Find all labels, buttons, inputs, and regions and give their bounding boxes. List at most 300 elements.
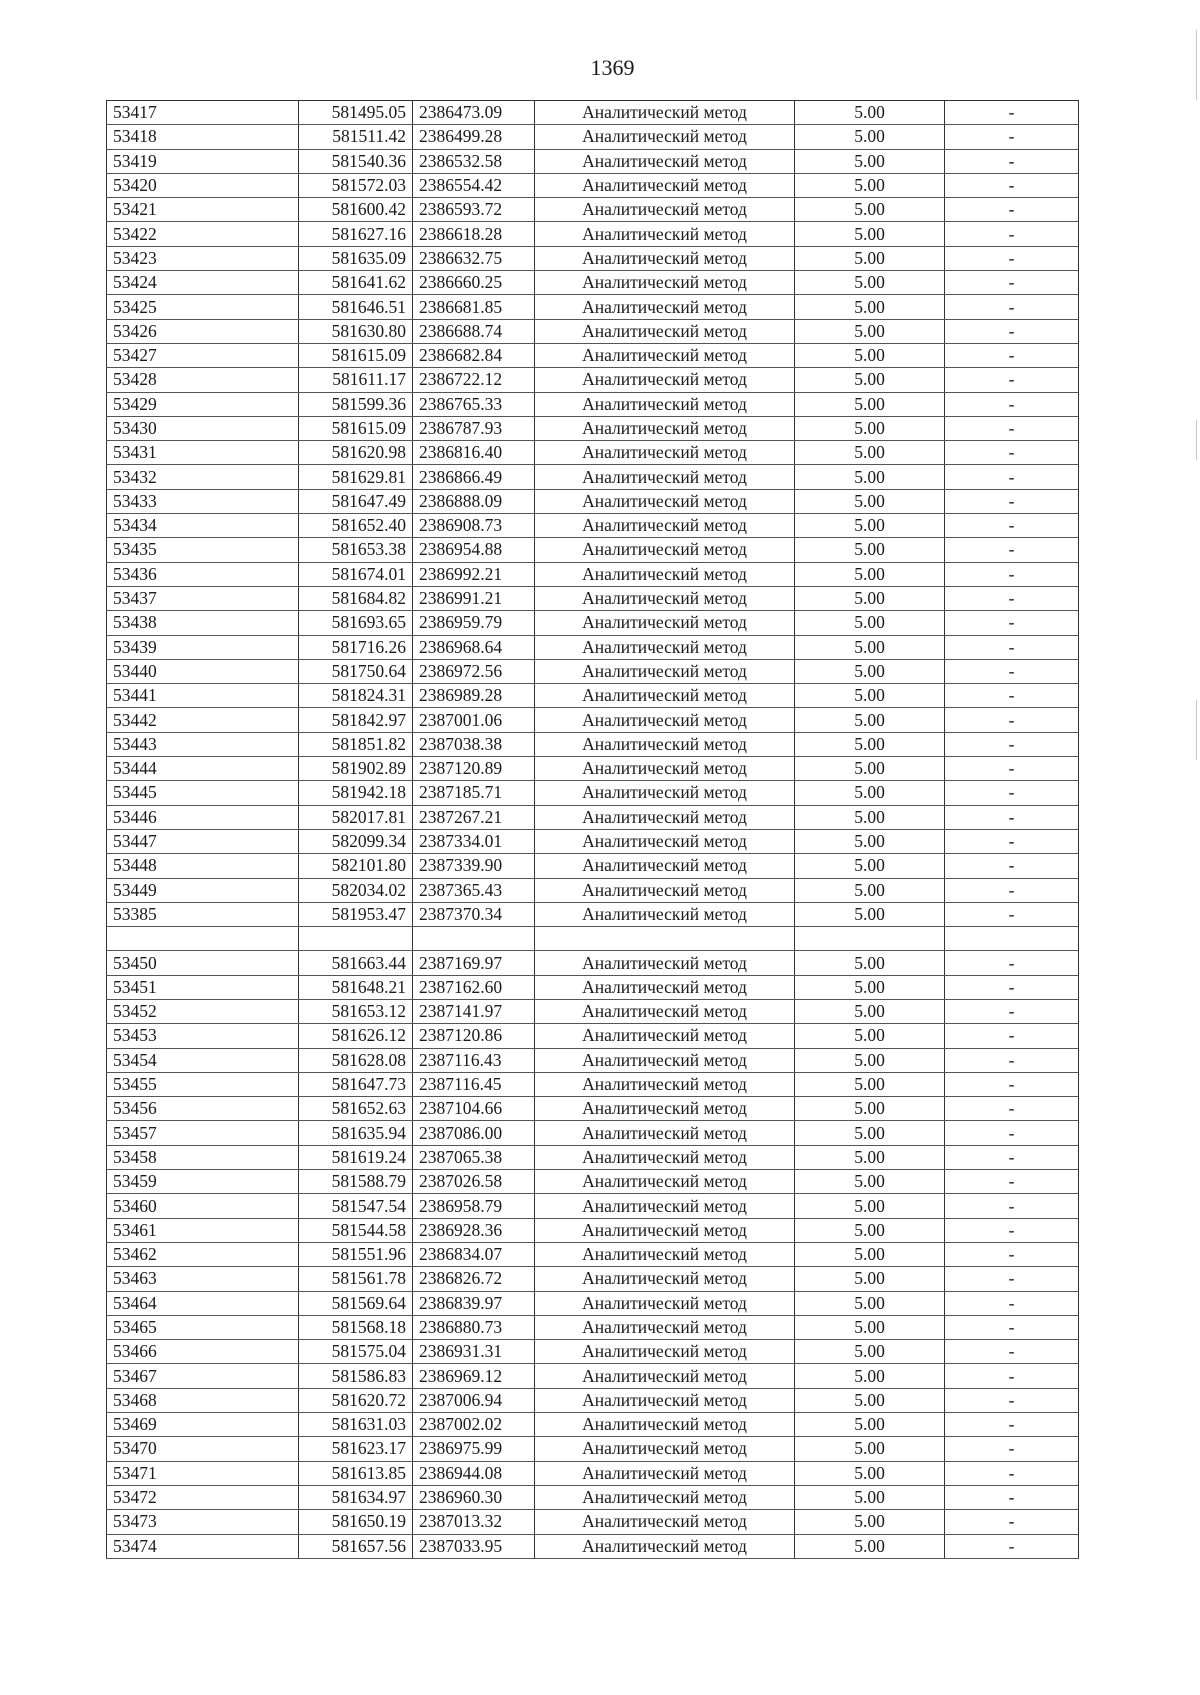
x-coordinate-cell: 581575.04 xyxy=(299,1340,413,1364)
point-id-cell: 53423 xyxy=(107,246,299,270)
page-number: 1369 xyxy=(590,55,635,80)
accuracy-cell: 5.00 xyxy=(795,1242,945,1266)
method-cell: Аналитический метод xyxy=(535,198,795,222)
table-row xyxy=(107,1121,1079,1145)
point-id-cell: 53446 xyxy=(107,805,299,829)
accuracy-cell: 5.00 xyxy=(795,1267,945,1291)
point-id-cell: 53421 xyxy=(107,198,299,222)
empty-cell xyxy=(299,927,413,951)
x-coordinate-cell: 581750.64 xyxy=(299,659,413,683)
y-coordinate-cell: 2387120.89 xyxy=(413,757,535,781)
x-coordinate-cell: 581630.80 xyxy=(299,319,413,343)
y-coordinate-cell: 2387141.97 xyxy=(413,999,535,1023)
table-row xyxy=(107,829,1079,853)
table-row xyxy=(107,708,1079,732)
note-cell: - xyxy=(945,173,1079,197)
point-id-cell: 53457 xyxy=(107,1121,299,1145)
method-cell: Аналитический метод xyxy=(535,975,795,999)
x-coordinate-cell: 581572.03 xyxy=(299,173,413,197)
method-cell: Аналитический метод xyxy=(535,441,795,465)
coordinates-table xyxy=(106,100,1079,1559)
y-coordinate-cell: 2386991.21 xyxy=(413,586,535,610)
x-coordinate-cell: 581953.47 xyxy=(299,902,413,926)
table-row xyxy=(107,562,1079,586)
y-coordinate-cell: 2387026.58 xyxy=(413,1170,535,1194)
method-cell: Аналитический метод xyxy=(535,1218,795,1242)
table-row xyxy=(107,1388,1079,1412)
note-cell: - xyxy=(945,392,1079,416)
table-row xyxy=(107,295,1079,319)
method-cell: Аналитический метод xyxy=(535,416,795,440)
table-row xyxy=(107,149,1079,173)
method-cell: Аналитический метод xyxy=(535,295,795,319)
method-cell: Аналитический метод xyxy=(535,1364,795,1388)
accuracy-cell: 5.00 xyxy=(795,684,945,708)
note-cell: - xyxy=(945,101,1079,125)
accuracy-cell: 5.00 xyxy=(795,1170,945,1194)
method-cell: Аналитический метод xyxy=(535,1048,795,1072)
point-id-cell: 53460 xyxy=(107,1194,299,1218)
method-cell: Аналитический метод xyxy=(535,1437,795,1461)
table-row xyxy=(107,1437,1079,1461)
method-cell: Аналитический метод xyxy=(535,173,795,197)
table-row xyxy=(107,538,1079,562)
x-coordinate-cell: 581511.42 xyxy=(299,125,413,149)
method-cell: Аналитический метод xyxy=(535,1170,795,1194)
y-coordinate-cell: 2386969.12 xyxy=(413,1364,535,1388)
y-coordinate-cell: 2387169.97 xyxy=(413,951,535,975)
point-id-cell: 53472 xyxy=(107,1485,299,1509)
note-cell: - xyxy=(945,514,1079,538)
y-coordinate-cell: 2386682.84 xyxy=(413,343,535,367)
method-cell: Аналитический метод xyxy=(535,586,795,610)
y-coordinate-cell: 2387365.43 xyxy=(413,878,535,902)
x-coordinate-cell: 581641.62 xyxy=(299,271,413,295)
table-row xyxy=(107,441,1079,465)
method-cell: Аналитический метод xyxy=(535,1242,795,1266)
note-cell: - xyxy=(945,999,1079,1023)
accuracy-cell: 5.00 xyxy=(795,611,945,635)
method-cell: Аналитический метод xyxy=(535,489,795,513)
point-id-cell: 53438 xyxy=(107,611,299,635)
point-id-cell: 53420 xyxy=(107,173,299,197)
note-cell: - xyxy=(945,1024,1079,1048)
method-cell: Аналитический метод xyxy=(535,878,795,902)
method-cell: Аналитический метод xyxy=(535,1315,795,1339)
x-coordinate-cell: 581842.97 xyxy=(299,708,413,732)
table-row xyxy=(107,343,1079,367)
method-cell: Аналитический метод xyxy=(535,271,795,295)
note-cell: - xyxy=(945,829,1079,853)
point-id-cell: 53452 xyxy=(107,999,299,1023)
x-coordinate-cell: 581647.49 xyxy=(299,489,413,513)
accuracy-cell: 5.00 xyxy=(795,416,945,440)
y-coordinate-cell: 2386888.09 xyxy=(413,489,535,513)
accuracy-cell: 5.00 xyxy=(795,489,945,513)
accuracy-cell: 5.00 xyxy=(795,878,945,902)
accuracy-cell: 5.00 xyxy=(795,173,945,197)
accuracy-cell: 5.00 xyxy=(795,271,945,295)
x-coordinate-cell: 581586.83 xyxy=(299,1364,413,1388)
accuracy-cell: 5.00 xyxy=(795,1145,945,1169)
x-coordinate-cell: 581851.82 xyxy=(299,732,413,756)
note-cell: - xyxy=(945,368,1079,392)
x-coordinate-cell: 581615.09 xyxy=(299,343,413,367)
point-id-cell: 53444 xyxy=(107,757,299,781)
point-id-cell: 53439 xyxy=(107,635,299,659)
x-coordinate-cell: 581635.94 xyxy=(299,1121,413,1145)
table-row xyxy=(107,489,1079,513)
y-coordinate-cell: 2386931.31 xyxy=(413,1340,535,1364)
y-coordinate-cell: 2387370.34 xyxy=(413,902,535,926)
y-coordinate-cell: 2386688.74 xyxy=(413,319,535,343)
point-id-cell: 53456 xyxy=(107,1097,299,1121)
point-id-cell: 53419 xyxy=(107,149,299,173)
y-coordinate-cell: 2387033.95 xyxy=(413,1534,535,1558)
y-coordinate-cell: 2386960.30 xyxy=(413,1485,535,1509)
table-row xyxy=(107,198,1079,222)
y-coordinate-cell: 2387120.86 xyxy=(413,1024,535,1048)
note-cell: - xyxy=(945,1485,1079,1509)
accuracy-cell: 5.00 xyxy=(795,975,945,999)
method-cell: Аналитический метод xyxy=(535,465,795,489)
y-coordinate-cell: 2386989.28 xyxy=(413,684,535,708)
accuracy-cell: 5.00 xyxy=(795,343,945,367)
method-cell: Аналитический метод xyxy=(535,708,795,732)
table-row xyxy=(107,757,1079,781)
note-cell: - xyxy=(945,1145,1079,1169)
note-cell: - xyxy=(945,902,1079,926)
accuracy-cell: 5.00 xyxy=(795,805,945,829)
point-id-cell: 53459 xyxy=(107,1170,299,1194)
accuracy-cell: 5.00 xyxy=(795,1437,945,1461)
x-coordinate-cell: 581611.17 xyxy=(299,368,413,392)
y-coordinate-cell: 2386473.09 xyxy=(413,101,535,125)
note-cell: - xyxy=(945,149,1079,173)
note-cell: - xyxy=(945,1461,1079,1485)
table-row xyxy=(107,659,1079,683)
note-cell: - xyxy=(945,732,1079,756)
method-cell: Аналитический метод xyxy=(535,1485,795,1509)
y-coordinate-cell: 2387162.60 xyxy=(413,975,535,999)
y-coordinate-cell: 2386826.72 xyxy=(413,1267,535,1291)
y-coordinate-cell: 2386928.36 xyxy=(413,1218,535,1242)
note-cell: - xyxy=(945,465,1079,489)
method-cell: Аналитический метод xyxy=(535,125,795,149)
accuracy-cell: 5.00 xyxy=(795,1315,945,1339)
note-cell: - xyxy=(945,1194,1079,1218)
x-coordinate-cell: 581627.16 xyxy=(299,222,413,246)
note-cell: - xyxy=(945,343,1079,367)
point-id-cell: 53437 xyxy=(107,586,299,610)
point-id-cell: 53434 xyxy=(107,514,299,538)
note-cell: - xyxy=(945,757,1079,781)
method-cell: Аналитический метод xyxy=(535,829,795,853)
y-coordinate-cell: 2387006.94 xyxy=(413,1388,535,1412)
x-coordinate-cell: 581684.82 xyxy=(299,586,413,610)
point-id-cell: 53448 xyxy=(107,854,299,878)
method-cell: Аналитический метод xyxy=(535,246,795,270)
y-coordinate-cell: 2387013.32 xyxy=(413,1510,535,1534)
x-coordinate-cell: 582034.02 xyxy=(299,878,413,902)
x-coordinate-cell: 581561.78 xyxy=(299,1267,413,1291)
y-coordinate-cell: 2386632.75 xyxy=(413,246,535,270)
table-row xyxy=(107,878,1079,902)
method-cell: Аналитический метод xyxy=(535,101,795,125)
point-id-cell: 53385 xyxy=(107,902,299,926)
x-coordinate-cell: 582099.34 xyxy=(299,829,413,853)
accuracy-cell: 5.00 xyxy=(795,295,945,319)
method-cell: Аналитический метод xyxy=(535,1291,795,1315)
x-coordinate-cell: 581674.01 xyxy=(299,562,413,586)
x-coordinate-cell: 581634.97 xyxy=(299,1485,413,1509)
x-coordinate-cell: 581652.40 xyxy=(299,514,413,538)
y-coordinate-cell: 2386954.88 xyxy=(413,538,535,562)
table-row xyxy=(107,173,1079,197)
point-id-cell: 53466 xyxy=(107,1340,299,1364)
accuracy-cell: 5.00 xyxy=(795,829,945,853)
accuracy-cell: 5.00 xyxy=(795,392,945,416)
accuracy-cell: 5.00 xyxy=(795,198,945,222)
x-coordinate-cell: 582101.80 xyxy=(299,854,413,878)
x-coordinate-cell: 581568.18 xyxy=(299,1315,413,1339)
point-id-cell: 53461 xyxy=(107,1218,299,1242)
point-id-cell: 53442 xyxy=(107,708,299,732)
y-coordinate-cell: 2386532.58 xyxy=(413,149,535,173)
table-row xyxy=(107,1485,1079,1509)
y-coordinate-cell: 2386660.25 xyxy=(413,271,535,295)
x-coordinate-cell: 581626.12 xyxy=(299,1024,413,1048)
y-coordinate-cell: 2386618.28 xyxy=(413,222,535,246)
table-row xyxy=(107,1145,1079,1169)
x-coordinate-cell: 581663.44 xyxy=(299,951,413,975)
accuracy-cell: 5.00 xyxy=(795,1121,945,1145)
accuracy-cell: 5.00 xyxy=(795,222,945,246)
note-cell: - xyxy=(945,1170,1079,1194)
note-cell: - xyxy=(945,246,1079,270)
note-cell: - xyxy=(945,708,1079,732)
note-cell: - xyxy=(945,684,1079,708)
note-cell: - xyxy=(945,1072,1079,1096)
method-cell: Аналитический метод xyxy=(535,659,795,683)
point-id-cell: 53428 xyxy=(107,368,299,392)
method-cell: Аналитический метод xyxy=(535,781,795,805)
method-cell: Аналитический метод xyxy=(535,684,795,708)
method-cell: Аналитический метод xyxy=(535,757,795,781)
point-id-cell: 53430 xyxy=(107,416,299,440)
accuracy-cell: 5.00 xyxy=(795,319,945,343)
y-coordinate-cell: 2387002.02 xyxy=(413,1413,535,1437)
method-cell: Аналитический метод xyxy=(535,514,795,538)
x-coordinate-cell: 581942.18 xyxy=(299,781,413,805)
accuracy-cell: 5.00 xyxy=(795,149,945,173)
table-row xyxy=(107,1534,1079,1558)
note-cell: - xyxy=(945,1048,1079,1072)
accuracy-cell: 5.00 xyxy=(795,951,945,975)
method-cell: Аналитический метод xyxy=(535,1097,795,1121)
note-cell: - xyxy=(945,659,1079,683)
y-coordinate-cell: 2386880.73 xyxy=(413,1315,535,1339)
y-coordinate-cell: 2387116.43 xyxy=(413,1048,535,1072)
point-id-cell: 53440 xyxy=(107,659,299,683)
accuracy-cell: 5.00 xyxy=(795,1024,945,1048)
x-coordinate-cell: 581716.26 xyxy=(299,635,413,659)
table-row xyxy=(107,125,1079,149)
x-coordinate-cell: 581650.19 xyxy=(299,1510,413,1534)
x-coordinate-cell: 581544.58 xyxy=(299,1218,413,1242)
point-id-cell: 53470 xyxy=(107,1437,299,1461)
y-coordinate-cell: 2386975.99 xyxy=(413,1437,535,1461)
point-id-cell: 53462 xyxy=(107,1242,299,1266)
point-id-cell: 53463 xyxy=(107,1267,299,1291)
table-row xyxy=(107,611,1079,635)
x-coordinate-cell: 581615.09 xyxy=(299,416,413,440)
accuracy-cell: 5.00 xyxy=(795,902,945,926)
table-row xyxy=(107,1267,1079,1291)
x-coordinate-cell: 581693.65 xyxy=(299,611,413,635)
x-coordinate-cell: 581600.42 xyxy=(299,198,413,222)
point-id-cell: 53454 xyxy=(107,1048,299,1072)
table-row xyxy=(107,1194,1079,1218)
y-coordinate-cell: 2386554.42 xyxy=(413,173,535,197)
y-coordinate-cell: 2387185.71 xyxy=(413,781,535,805)
method-cell: Аналитический метод xyxy=(535,999,795,1023)
accuracy-cell: 5.00 xyxy=(795,757,945,781)
point-id-cell: 53441 xyxy=(107,684,299,708)
accuracy-cell: 5.00 xyxy=(795,101,945,125)
table-row xyxy=(107,854,1079,878)
y-coordinate-cell: 2386959.79 xyxy=(413,611,535,635)
table-row xyxy=(107,222,1079,246)
accuracy-cell: 5.00 xyxy=(795,1388,945,1412)
accuracy-cell: 5.00 xyxy=(795,1097,945,1121)
accuracy-cell: 5.00 xyxy=(795,1194,945,1218)
table-row xyxy=(107,902,1079,926)
accuracy-cell: 5.00 xyxy=(795,465,945,489)
method-cell: Аналитический метод xyxy=(535,368,795,392)
accuracy-cell: 5.00 xyxy=(795,708,945,732)
coordinates-table-body xyxy=(107,101,1079,1559)
x-coordinate-cell: 581629.81 xyxy=(299,465,413,489)
y-coordinate-cell: 2386908.73 xyxy=(413,514,535,538)
x-coordinate-cell: 581599.36 xyxy=(299,392,413,416)
note-cell: - xyxy=(945,416,1079,440)
point-id-cell: 53445 xyxy=(107,781,299,805)
y-coordinate-cell: 2386722.12 xyxy=(413,368,535,392)
table-row xyxy=(107,781,1079,805)
separator-row xyxy=(107,927,1079,951)
accuracy-cell: 5.00 xyxy=(795,246,945,270)
y-coordinate-cell: 2386839.97 xyxy=(413,1291,535,1315)
x-coordinate-cell: 581653.12 xyxy=(299,999,413,1023)
note-cell: - xyxy=(945,1534,1079,1558)
note-cell: - xyxy=(945,319,1079,343)
note-cell: - xyxy=(945,1340,1079,1364)
method-cell: Аналитический метод xyxy=(535,1413,795,1437)
point-id-cell: 53469 xyxy=(107,1413,299,1437)
point-id-cell: 53432 xyxy=(107,465,299,489)
method-cell: Аналитический метод xyxy=(535,732,795,756)
method-cell: Аналитический метод xyxy=(535,1461,795,1485)
y-coordinate-cell: 2387065.38 xyxy=(413,1145,535,1169)
table-row xyxy=(107,1242,1079,1266)
point-id-cell: 53443 xyxy=(107,732,299,756)
point-id-cell: 53429 xyxy=(107,392,299,416)
method-cell: Аналитический метод xyxy=(535,1072,795,1096)
empty-cell xyxy=(945,927,1079,951)
table-row xyxy=(107,1364,1079,1388)
table-row xyxy=(107,1510,1079,1534)
note-cell: - xyxy=(945,1242,1079,1266)
table-row xyxy=(107,1170,1079,1194)
note-cell: - xyxy=(945,1364,1079,1388)
empty-cell xyxy=(795,927,945,951)
method-cell: Аналитический метод xyxy=(535,1388,795,1412)
note-cell: - xyxy=(945,489,1079,513)
method-cell: Аналитический метод xyxy=(535,1024,795,1048)
y-coordinate-cell: 2387267.21 xyxy=(413,805,535,829)
x-coordinate-cell: 581495.05 xyxy=(299,101,413,125)
note-cell: - xyxy=(945,125,1079,149)
x-coordinate-cell: 581620.72 xyxy=(299,1388,413,1412)
accuracy-cell: 5.00 xyxy=(795,1072,945,1096)
x-coordinate-cell: 581652.63 xyxy=(299,1097,413,1121)
method-cell: Аналитический метод xyxy=(535,319,795,343)
accuracy-cell: 5.00 xyxy=(795,659,945,683)
note-cell: - xyxy=(945,854,1079,878)
table-row xyxy=(107,1461,1079,1485)
accuracy-cell: 5.00 xyxy=(795,854,945,878)
table-row xyxy=(107,732,1079,756)
table-row xyxy=(107,1024,1079,1048)
y-coordinate-cell: 2386681.85 xyxy=(413,295,535,319)
accuracy-cell: 5.00 xyxy=(795,635,945,659)
x-coordinate-cell: 581902.89 xyxy=(299,757,413,781)
table-row xyxy=(107,246,1079,270)
note-cell: - xyxy=(945,635,1079,659)
method-cell: Аналитический метод xyxy=(535,805,795,829)
y-coordinate-cell: 2386834.07 xyxy=(413,1242,535,1266)
point-id-cell: 53422 xyxy=(107,222,299,246)
method-cell: Аналитический метод xyxy=(535,1510,795,1534)
y-coordinate-cell: 2386866.49 xyxy=(413,465,535,489)
accuracy-cell: 5.00 xyxy=(795,1413,945,1437)
y-coordinate-cell: 2386787.93 xyxy=(413,416,535,440)
table-row xyxy=(107,368,1079,392)
table-row xyxy=(107,319,1079,343)
x-coordinate-cell: 581653.38 xyxy=(299,538,413,562)
note-cell: - xyxy=(945,1413,1079,1437)
table-row xyxy=(107,1315,1079,1339)
y-coordinate-cell: 2387104.66 xyxy=(413,1097,535,1121)
x-coordinate-cell: 582017.81 xyxy=(299,805,413,829)
table-row xyxy=(107,101,1079,125)
y-coordinate-cell: 2386816.40 xyxy=(413,441,535,465)
note-cell: - xyxy=(945,1097,1079,1121)
note-cell: - xyxy=(945,611,1079,635)
point-id-cell: 53455 xyxy=(107,1072,299,1096)
table-row xyxy=(107,975,1079,999)
accuracy-cell: 5.00 xyxy=(795,562,945,586)
y-coordinate-cell: 2386765.33 xyxy=(413,392,535,416)
table-row xyxy=(107,1413,1079,1437)
note-cell: - xyxy=(945,1437,1079,1461)
y-coordinate-cell: 2386968.64 xyxy=(413,635,535,659)
note-cell: - xyxy=(945,1291,1079,1315)
table-row xyxy=(107,805,1079,829)
method-cell: Аналитический метод xyxy=(535,392,795,416)
note-cell: - xyxy=(945,975,1079,999)
